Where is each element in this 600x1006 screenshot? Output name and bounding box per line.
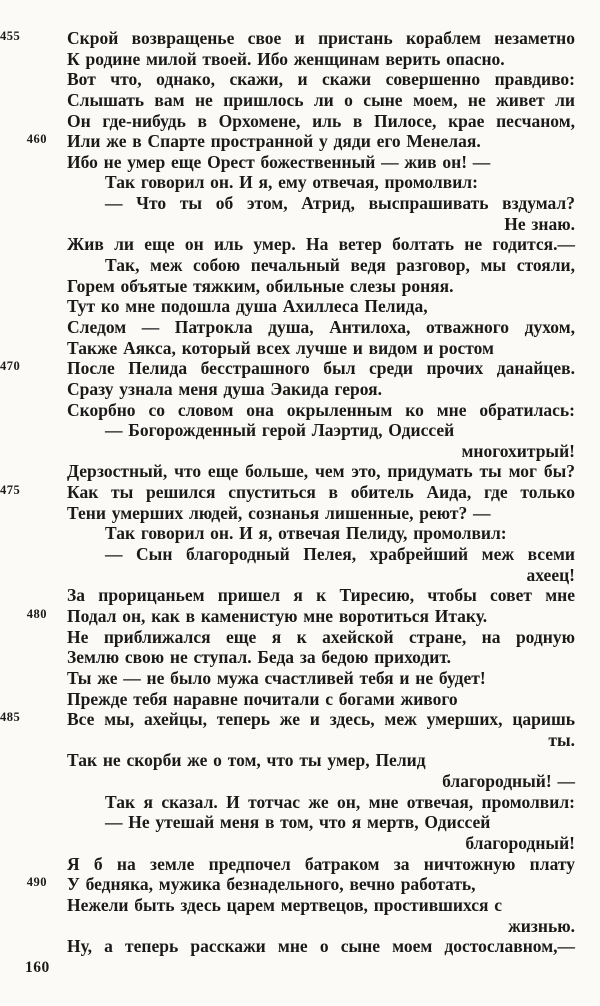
verse-line <box>0 482 575 503</box>
verse-line-text: — Богорожденный герой Лаэртид, Одиссей <box>105 420 455 441</box>
verse-line <box>67 296 575 317</box>
page-number: 160 <box>25 959 50 976</box>
verse-line-text: Так, меж собою печальный ведя разговор, мы стояли, <box>105 255 575 276</box>
verse-line <box>67 338 575 359</box>
verse-line-text: Прежде тебя наравне почитали с богами живого <box>67 688 458 709</box>
verse-line <box>67 503 575 524</box>
verse-line-text: Слышать вам не пришлось ли о сыне моем, не живет ли <box>67 89 575 110</box>
verse-line-text: ты. <box>548 729 575 750</box>
verse-line <box>0 28 575 49</box>
verse-line <box>67 90 575 111</box>
verse-line <box>67 544 575 565</box>
verse-line-text: Он где-нибудь в Орхомене, иль в Пилосе, крае песчаном, <box>67 110 575 131</box>
verse-line-text: — Сын благородный Пелея, храбрейший меж всеми <box>105 544 575 565</box>
verse-line-text: Все мы, ахейцы, теперь же и здесь, меж умерших, царишь <box>67 709 575 730</box>
verse-line <box>67 441 575 462</box>
verse-line <box>67 214 575 235</box>
verse-line <box>26 605 575 627</box>
verse-line-text: Скорбно со словом она окрыленным ко мне обратилась: <box>67 399 575 420</box>
verse-line <box>67 400 575 421</box>
verse-line <box>67 833 575 854</box>
verse-line-number: 480 <box>26 606 47 621</box>
verse-line-text: Так не скорби же о том, что ты умер, Пелид <box>67 750 426 771</box>
verse-line <box>67 255 575 276</box>
verse-line-text: К родине милой твоей. Ибо женщинам верить опасно. <box>67 48 505 69</box>
verse-line <box>67 627 575 648</box>
verse-line <box>67 193 575 214</box>
verse-line-text: Не знаю. <box>504 213 575 234</box>
verse-line <box>67 69 575 90</box>
verse-line-number: 485 <box>0 710 21 725</box>
verse-line-text: Горем объятые тяжким, обильные слезы роняя. <box>67 275 454 296</box>
verse-line <box>67 420 575 441</box>
verse-line-text: У бедняка, мужика безнадельного, вечно работать, <box>67 874 476 895</box>
verse-line-text: Тени умерших людей, сознанья лишенные, реют? — <box>67 502 491 523</box>
verse-line-text: Ибо не умер еще Орест божественный — жив он! — <box>67 151 491 172</box>
verse-line <box>67 771 575 792</box>
verse-line <box>26 874 575 895</box>
verse-line-text: Вот что, однако, скажи, и скажи совершенно правдиво: <box>67 69 575 90</box>
verse-line <box>67 234 575 255</box>
verse-line-text: Не приближался еще я к ахейской стране, на родную <box>67 626 575 647</box>
verse-line-text: Нежели быть здесь царем мертвецов, простившихся с <box>67 894 503 915</box>
verse-line <box>67 461 575 482</box>
verse-line <box>67 689 575 710</box>
verse-line-number: 490 <box>26 875 47 890</box>
verse-line-text: После Пелида бесстрашного был среди прочих данайцев. <box>67 358 575 379</box>
verse-line <box>67 916 575 937</box>
verse-line <box>67 49 575 70</box>
verse-line <box>67 895 575 916</box>
verse-line <box>67 111 575 132</box>
verse-line <box>26 131 575 152</box>
verse-line <box>67 812 575 833</box>
verse-line-text: Жив ли еще он иль умер. На ветер болтать не годится.— <box>67 234 575 255</box>
verse-line-text: Скрой возвращенье свое и пристань кораблем незаметно <box>67 28 575 48</box>
verse-line-text: — Не утешай меня в том, что я мертв, Одиссей <box>105 812 491 833</box>
verse-line-text: — Что ты об этом, Атрид, выспрашивать вздумал? <box>105 193 575 214</box>
verse-line-text: Или же в Спарте пространной у дяди его Менелая. <box>67 131 481 152</box>
verse-line-text: ахеец! <box>526 564 575 585</box>
verse-line-text: Ты же — не было мужа счастливей тебя и не будет! <box>67 667 486 688</box>
verse-line <box>67 585 575 606</box>
verse-line-text: Подал он, как в каменистую мне воротиться Итаку. <box>67 605 488 626</box>
verse-line-number: 470 <box>0 359 21 374</box>
verse-line-number: 475 <box>0 483 21 498</box>
verse-line <box>0 358 575 379</box>
verse-line-number: 455 <box>0 29 21 43</box>
verse-line-text: Так я сказал. И тотчас же он, мне отвечая, промолвил: <box>105 791 575 812</box>
verse-line-text: благородный! <box>465 832 575 853</box>
verse-line <box>67 936 575 957</box>
verse-line <box>67 172 575 193</box>
verse-line <box>67 152 575 173</box>
verse-line-text: многохитрый! <box>461 440 575 461</box>
poem-text-block <box>0 28 575 957</box>
verse-line-text: Я б на земле предпочел батраком за ничтожную плату <box>67 853 575 874</box>
verse-line-text: Тут ко мне подошла душа Ахиллеса Пелида, <box>67 296 428 317</box>
verse-line-text: За прорицаньем пришел я к Тиресию, чтобы совет мне <box>67 585 575 606</box>
verse-line <box>67 523 575 544</box>
verse-line-text: Так говорил он. И я, отвечая Пелиду, промолвил: <box>105 523 507 544</box>
verse-line <box>67 750 575 771</box>
verse-line <box>67 854 575 875</box>
verse-line <box>67 668 575 689</box>
verse-line-text: Землю свою не ступал. Беда за бедою приходит. <box>67 647 452 668</box>
verse-line <box>67 792 575 813</box>
verse-line-text: благородный! — <box>442 771 575 792</box>
verse-line-number <box>0 255 9 273</box>
verse-line <box>67 647 575 668</box>
verse-line <box>67 730 575 751</box>
verse-line-text: Так говорил он. И я, ему отвечая, промолвил: <box>105 172 478 193</box>
verse-line <box>67 317 575 338</box>
verse-line-text: Сразу узнала меня душа Эакида героя. <box>67 378 382 399</box>
verse-line <box>0 709 575 730</box>
verse-line-text: Также Аякса, который всех лучше и видом и ростом <box>67 337 494 358</box>
verse-line <box>67 379 575 400</box>
verse-line <box>67 276 575 297</box>
verse-line-text: Как ты решился спуститься в обитель Аида, где только <box>67 482 575 503</box>
verse-line <box>67 565 575 586</box>
verse-line-text: Ну, а теперь расскажи мне о сыне моем достославном,— <box>67 936 575 957</box>
verse-line-text: Следом — Патрокла душа, Антилоха, отважного духом, <box>67 316 575 337</box>
verse-line-text: жизнью. <box>508 915 575 936</box>
verse-line-text: Дерзостный, что еще больше, чем это, придумать ты мог бы? <box>67 461 575 482</box>
verse-line-number: 460 <box>26 132 47 147</box>
